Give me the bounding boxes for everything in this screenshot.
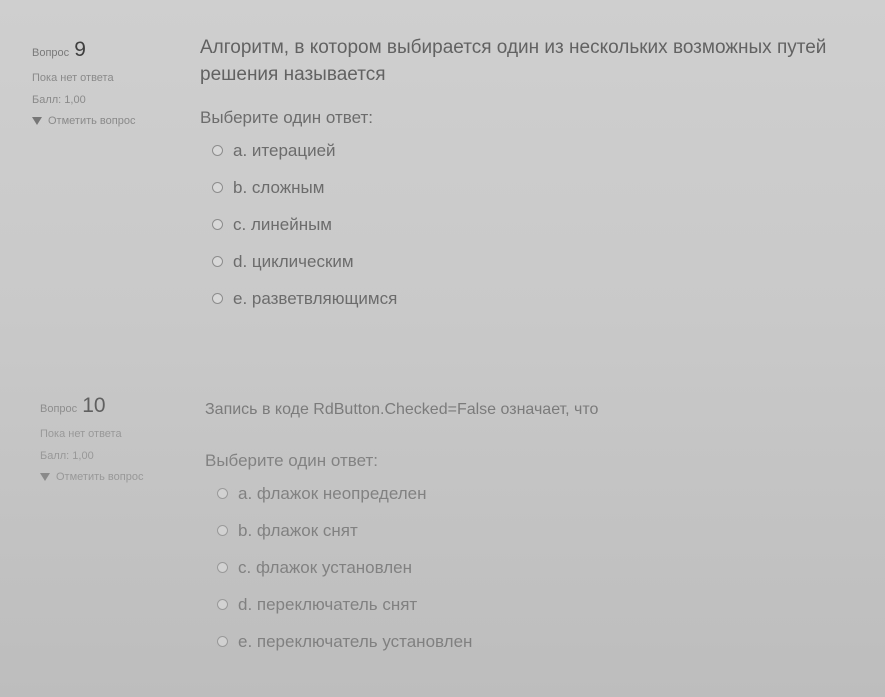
radio-button[interactable] xyxy=(212,182,223,193)
option-label: b. сложным xyxy=(233,177,325,197)
answer-option[interactable] xyxy=(200,280,870,317)
answer-option[interactable] xyxy=(200,132,870,169)
question-info-panel xyxy=(40,394,190,484)
question-label: Вопрос xyxy=(40,403,78,415)
question-number-value: 9 xyxy=(74,38,86,61)
answer-option[interactable] xyxy=(205,512,875,549)
question-content xyxy=(200,34,870,317)
question-content xyxy=(205,396,875,660)
question-info-panel xyxy=(32,38,182,128)
answer-prompt: Выберите один ответ: xyxy=(205,451,378,470)
question-text: Алгоритм, в котором выбирается один из нескольких возможных путей решения называется xyxy=(200,37,827,85)
flag-label: Отметить вопрос xyxy=(56,471,144,483)
option-label: d. циклическим xyxy=(233,251,354,271)
radio-button[interactable] xyxy=(212,145,223,156)
question-number-value: 10 xyxy=(82,394,106,417)
flag-icon xyxy=(32,117,42,125)
answer-option[interactable] xyxy=(200,169,870,206)
answer-option[interactable] xyxy=(200,206,870,243)
option-label: e. разветвляющимся xyxy=(233,288,398,308)
radio-button[interactable] xyxy=(212,256,223,267)
question-text: Запись в коде RdButton.Checked=False означает, что xyxy=(205,401,599,418)
option-label: d. переключатель снят xyxy=(238,594,418,614)
option-label: c. линейным xyxy=(233,214,332,234)
answer-option[interactable] xyxy=(205,549,875,586)
option-label: e. переключатель установлен xyxy=(238,631,473,651)
option-label: a. флажок неопределен xyxy=(238,483,427,503)
radio-button[interactable] xyxy=(217,636,228,647)
radio-button[interactable] xyxy=(217,562,228,573)
question-number xyxy=(32,38,182,62)
answer-option[interactable] xyxy=(200,243,870,280)
flag-icon xyxy=(40,473,50,481)
question-grade: Балл: 1,00 xyxy=(40,450,94,462)
option-label: c. флажок установлен xyxy=(238,557,413,577)
question-state: Пока нет ответа xyxy=(40,428,122,440)
option-label: b. флажок снят xyxy=(238,520,358,540)
option-label: a. итерацией xyxy=(233,140,336,160)
radio-button[interactable] xyxy=(212,293,223,304)
question-block-10 xyxy=(0,380,885,697)
answer-option[interactable] xyxy=(205,623,875,660)
flag-label: Отметить вопрос xyxy=(48,115,136,127)
question-grade: Балл: 1,00 xyxy=(32,94,86,106)
radio-button[interactable] xyxy=(217,525,228,536)
question-label: Вопрос xyxy=(32,47,70,59)
answer-option[interactable] xyxy=(205,475,875,512)
answer-options xyxy=(205,475,875,660)
answer-option[interactable] xyxy=(205,586,875,623)
flag-question-link[interactable] xyxy=(40,470,190,484)
question-state: Пока нет ответа xyxy=(32,72,114,84)
answer-prompt: Выберите один ответ: xyxy=(200,108,373,127)
flag-question-link[interactable] xyxy=(32,114,182,128)
radio-button[interactable] xyxy=(217,599,228,610)
answer-options xyxy=(200,132,870,317)
radio-button[interactable] xyxy=(217,488,228,499)
radio-button[interactable] xyxy=(212,219,223,230)
question-number xyxy=(40,394,190,418)
